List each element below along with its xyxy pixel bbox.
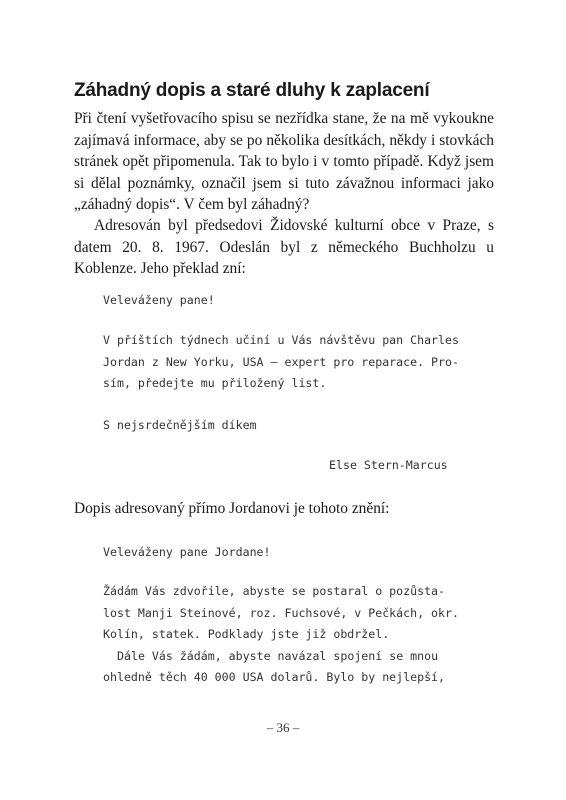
letter1-closing: S nejsrdečnějším díkem — [103, 418, 257, 432]
letter1-salutation: Veleváženy pane! — [103, 293, 215, 307]
intro-paragraph: Při čtení vyšetřovacího spisu se nezřídka stane, že na mě vykoukne zajímavá informace, aby se po několika desítkách, někdy i stovkách stránek opět připomenula. Tak to bylo i v tomto případě. Když jsem si dělal poznámky, označil jsem si tuto závažnou informaci jako „záhadný dopis“. V čem byl záhadný? — [74, 110, 494, 213]
letter1-line: Jordan z New Yorku, USA – expert pro reparace. Pro- — [103, 354, 459, 369]
second-letter-intro: Dopis adresovaný přímo Jordanovi je tohoto znění: — [74, 500, 390, 517]
letter2-body — [103, 581, 475, 689]
letter2-line: lost Manji Steinové, roz. Fuchsové, v Pečkách, okr. — [103, 605, 459, 620]
letter1-line: V příštích týdnech učiní u Vás návštěvu pan Charles — [103, 333, 459, 347]
letter2-line: Kolín, statek. Podklady jste již obdržel. — [103, 627, 390, 641]
section-heading: Záhadný dopis a staré dluhy k zaplacení — [74, 80, 430, 101]
letter2-line: ohledně těch 40 000 USA dolarů. Bylo by nejlepší, — [103, 670, 446, 684]
letter1-line: sím, předejte mu přiložený list. — [103, 376, 327, 390]
letter2-salutation: Veleváženy pane Jordane! — [103, 545, 271, 559]
letter1-signature: Else Stern-Marcus — [329, 458, 448, 472]
letter2-line: Žádám Vás zdvořile, abyste se postaral o pozůsta- — [103, 584, 446, 598]
page-number: – 36 – — [266, 720, 300, 735]
letter2-line: Dále Vás žádám, abyste navázal spojení se mnou — [117, 648, 439, 663]
letter-context-paragraph: Adresován byl předsedovi Židovské kulturní obce v Praze, s datem 20. 8. 1967. Odeslán byl z německého Buchholzu u Koblenze. Jeho překlad zní: — [74, 217, 494, 277]
letter1-body — [103, 330, 475, 395]
